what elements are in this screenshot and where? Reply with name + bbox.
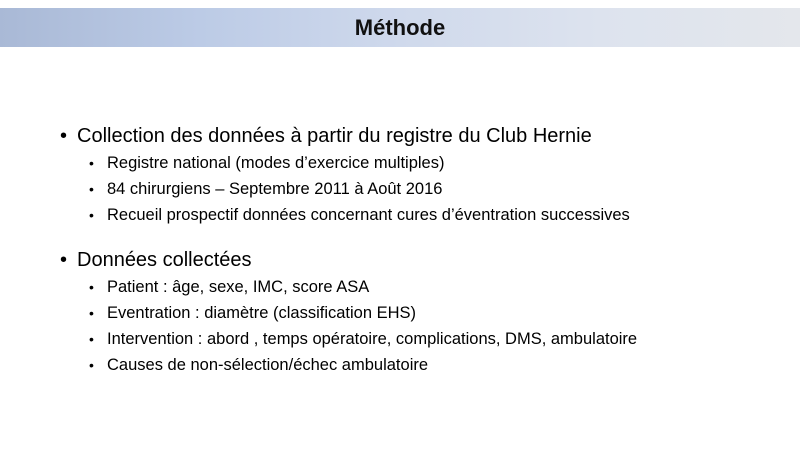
sub-bullet-item: • Eventration : diamètre (classification EHS) — [60, 300, 780, 326]
sub-bullet-item: • Recueil prospectif données concernant cures d’éventration successives — [60, 202, 780, 228]
bullet-heading: • Collection des données à partir du registre du Club Hernie — [60, 122, 780, 150]
sub-bullet-item: • Registre national (modes d’exercice multiples) — [60, 150, 780, 176]
section-collected-data — [60, 246, 780, 378]
sub-bullet-item: • Causes de non-sélection/échec ambulatoire — [60, 352, 780, 378]
bullet-heading: • Données collectées — [60, 246, 780, 274]
sub-bullet-item: • Intervention : abord , temps opératoire, complications, DMS, ambulatoire — [60, 326, 780, 352]
sub-bullet-item: • 84 chirurgiens – Septembre 2011 à Août 2016 — [60, 176, 780, 202]
sub-bullet-list — [60, 274, 780, 378]
sub-bullet-item: • Patient : âge, sexe, IMC, score ASA — [60, 274, 780, 300]
section-data-collection — [60, 122, 780, 228]
slide-content — [60, 122, 780, 396]
title-bar — [0, 8, 800, 47]
sub-bullet-list — [60, 150, 780, 228]
slide-title: Méthode — [354, 14, 446, 40]
